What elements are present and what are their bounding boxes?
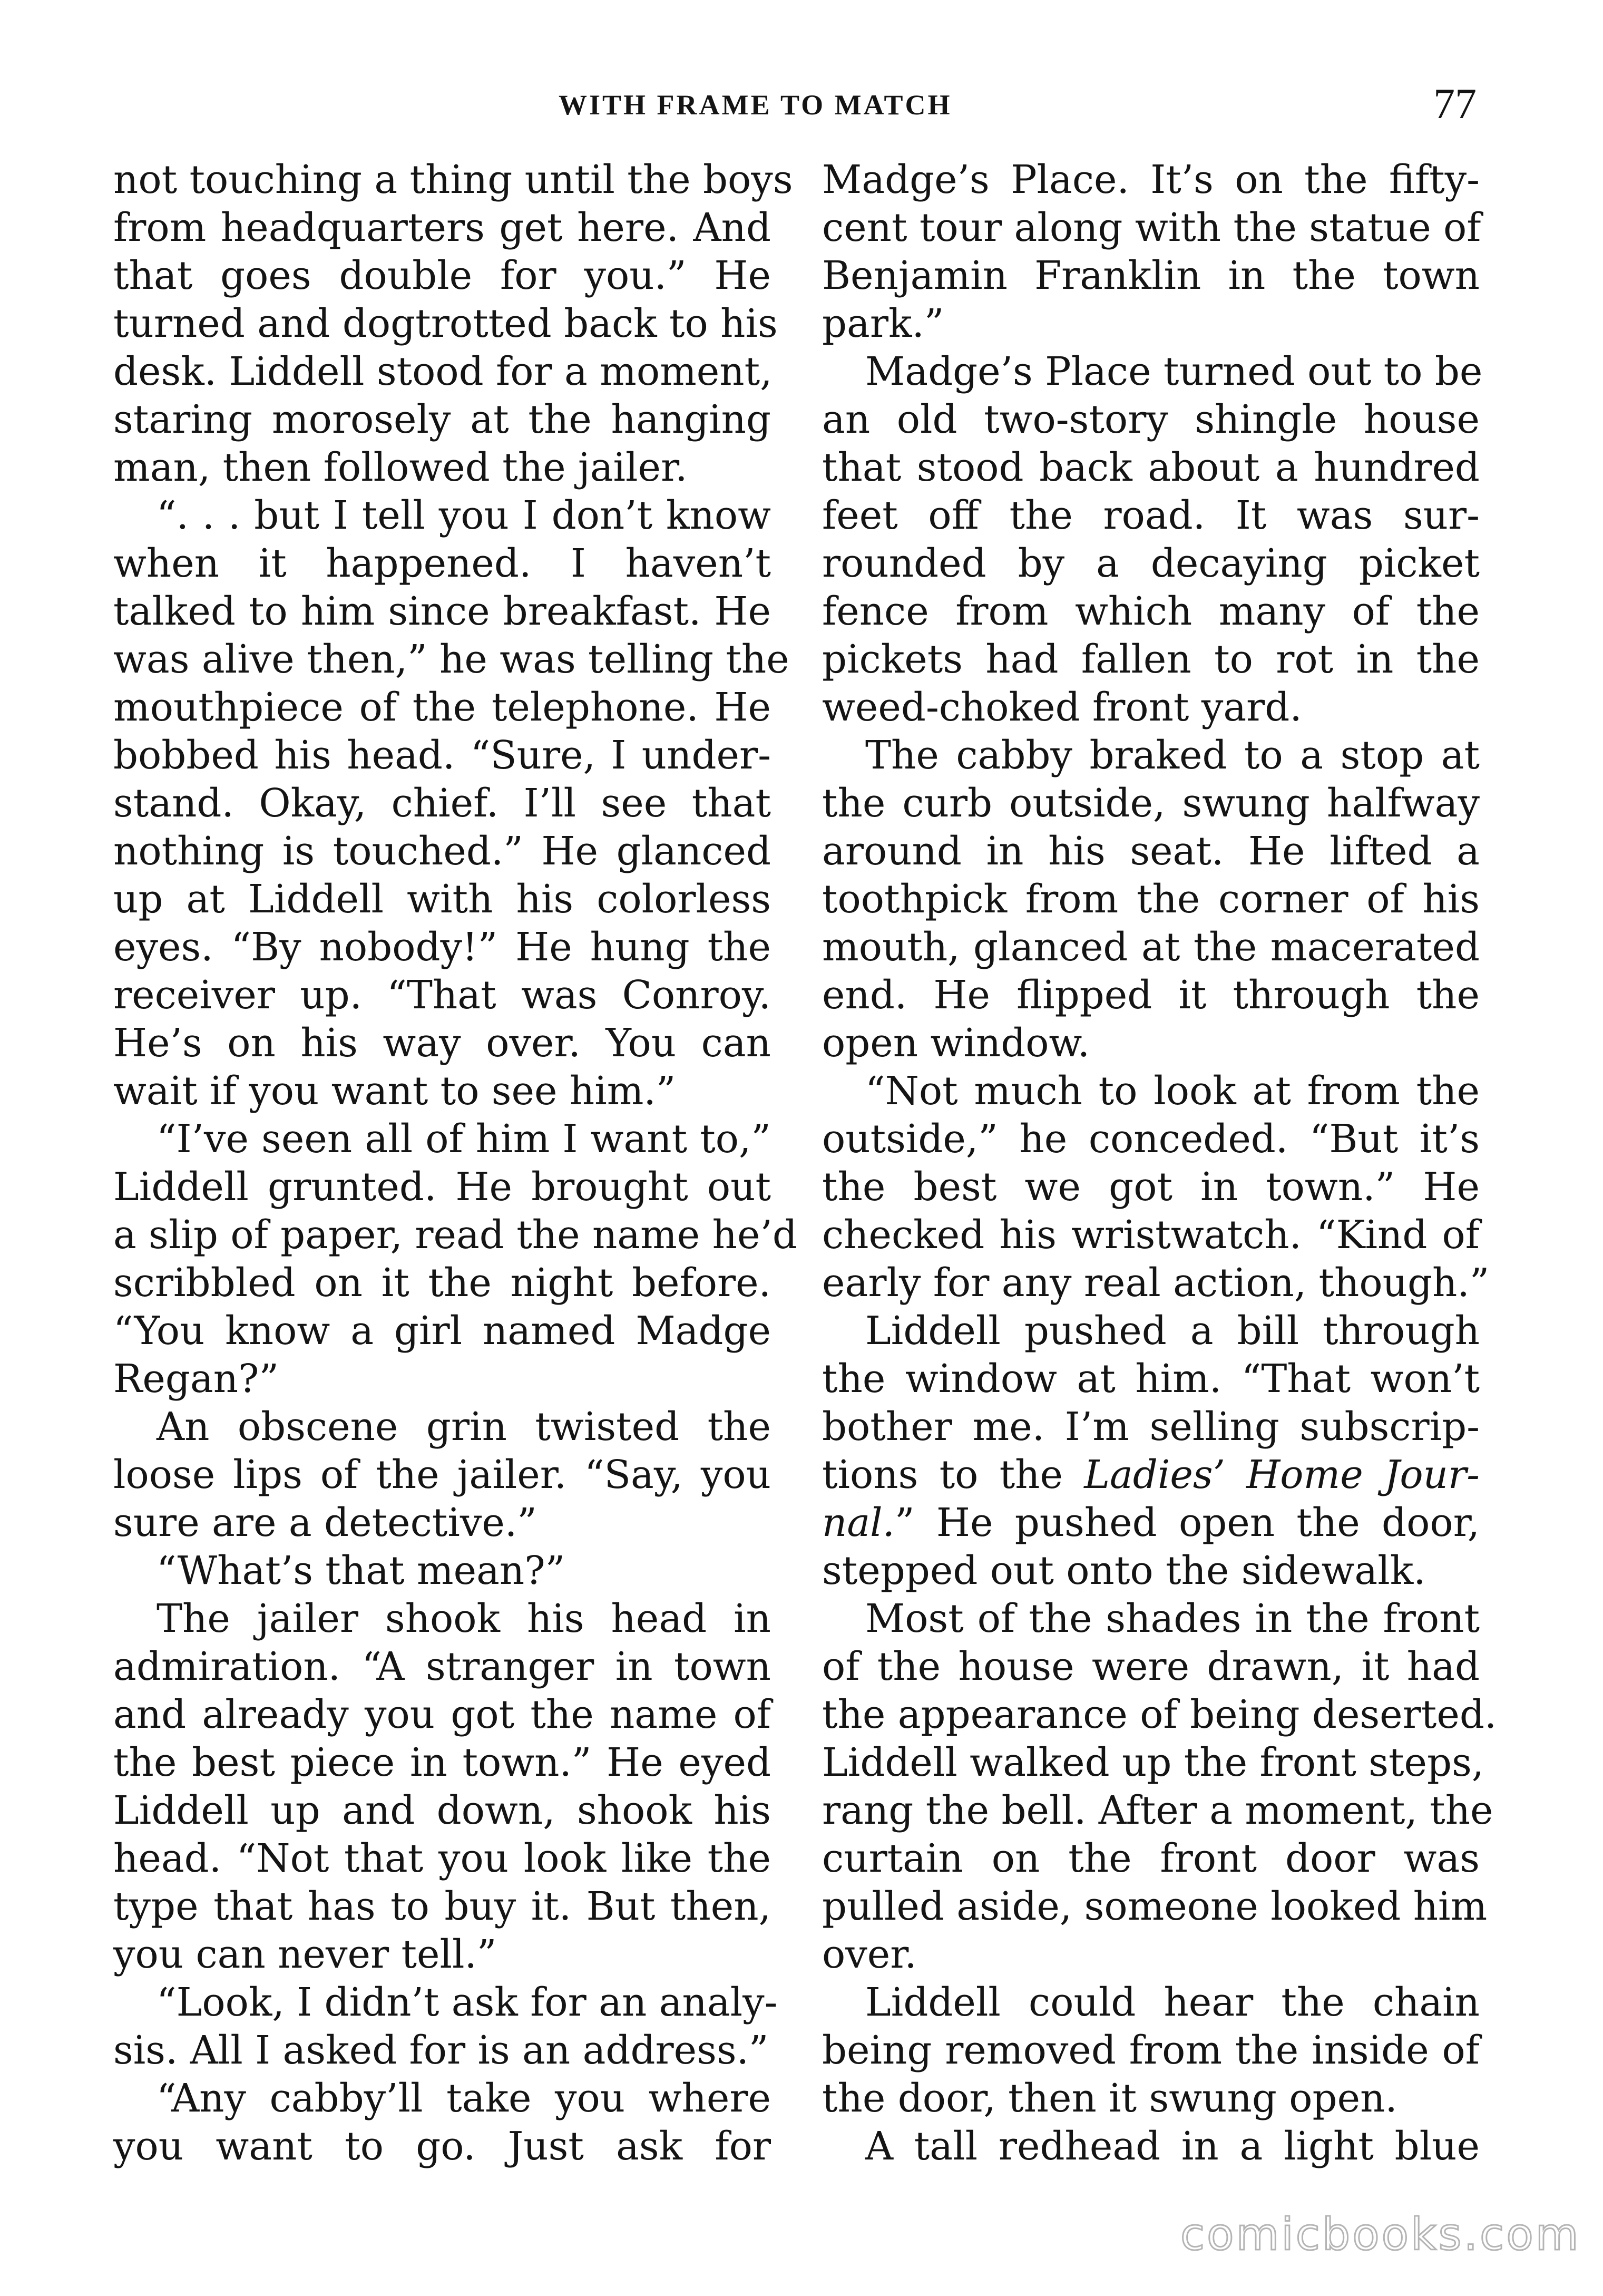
text-line: He’s on his way over. You can — [113, 1021, 771, 1066]
text-line: park.” — [822, 301, 944, 346]
text-line: wait if you want to see him.” — [113, 1069, 676, 1114]
text-line: that goes double for you.” He — [113, 254, 771, 298]
text-line: Liddell grunted. He brought out — [113, 1165, 771, 1210]
text-line: stepped out onto the sidewalk. — [822, 1549, 1426, 1593]
text-line: mouth, glanced at the macerated — [822, 925, 1480, 970]
text-line: toothpick from the corner of his — [822, 877, 1480, 922]
text-line: when it happened. I haven’t — [113, 541, 771, 586]
text-line: “. . . but I tell you I don’t know — [157, 493, 771, 538]
text-line: not touching a thing until the boys — [113, 158, 793, 202]
text-line: staring morosely at the hanging — [113, 397, 771, 442]
text-line: that stood back about a hundred — [822, 445, 1480, 490]
text-line: receiver up. “That was Conroy. — [113, 973, 771, 1018]
text-line: curtain on the front door was — [822, 1836, 1480, 1881]
text-line: early for any real action, though.” — [822, 1261, 1490, 1306]
text-line: was alive then,” he was telling the — [113, 637, 789, 682]
text-line: checked his wristwatch. “Kind of — [822, 1213, 1480, 1258]
text-line: an old two-story shingle house — [822, 397, 1480, 442]
text-line: desk. Liddell stood for a moment, — [113, 349, 773, 394]
text-line: weed-choked front yard. — [822, 685, 1302, 730]
text-line: talked to him since breakfast. He — [113, 589, 771, 634]
text-line: open window. — [822, 1021, 1090, 1066]
text-column-right — [822, 156, 1497, 2171]
text-line: rang the bell. After a moment, the — [822, 1788, 1493, 1833]
text-line: pickets had fallen to rot in the — [822, 637, 1480, 682]
text-line: the best we got in town.” He — [822, 1165, 1480, 1210]
text-line: around in his seat. He lifted a — [822, 829, 1480, 874]
text-line: man, then followed the jailer. — [113, 445, 688, 490]
text-line: end. He flipped it through the — [822, 973, 1480, 1018]
text-line: Most of the shades in the front — [865, 1597, 1480, 1641]
text-line: over. — [822, 1932, 917, 1977]
text-line: fence from which many of the — [822, 589, 1480, 634]
text-line: a slip of paper, read the name he’d — [113, 1213, 797, 1258]
magazine-title: Ladies’ Home Jour- — [1084, 1453, 1480, 1497]
text-line: admiration. “A stranger in town — [113, 1645, 771, 1689]
text-line: Regan?” — [113, 1357, 279, 1402]
text-column-left — [113, 156, 797, 2171]
text-line: stand. Okay, chief. I’ll see that — [113, 781, 771, 826]
text-line: and already you got the name of — [113, 1692, 771, 1737]
text-line: nal.” He pushed open the door, — [822, 1501, 1480, 1545]
watermark: comicbooks.com — [1180, 2209, 1581, 2260]
text-line: feet off the road. It was sur- — [822, 493, 1480, 538]
text-line: of the house were drawn, it had — [822, 1645, 1480, 1689]
text-line: Liddell pushed a bill through — [865, 1309, 1480, 1354]
text-line: loose lips of the jailer. “Say, you — [113, 1453, 771, 1497]
text-line: “Any cabby’ll take you where — [157, 2076, 771, 2121]
text-line: Liddell up and down, shook his — [113, 1788, 771, 1833]
text-line: “Not much to look at from the — [865, 1069, 1480, 1114]
text-line: A tall redhead in a light blue — [865, 2124, 1480, 2169]
text-line: Benjamin Franklin in the town — [822, 254, 1480, 298]
text-line: the appearance of being deserted. — [822, 1692, 1497, 1737]
text-line: Liddell could hear the chain — [865, 1980, 1480, 2025]
text-line: bother me. I’m selling subscrip- — [822, 1405, 1480, 1449]
text-line: head. “Not that you look like the — [113, 1836, 771, 1881]
text-line: bobbed his head. “Sure, I under- — [113, 733, 771, 778]
text-line: the window at him. “That won’t — [822, 1357, 1480, 1402]
text-line: you can never tell.” — [113, 1932, 497, 1977]
text-line: the curb outside, swung halfway — [822, 781, 1480, 826]
text-line: outside,” he conceded. “But it’s — [822, 1117, 1480, 1162]
text-line: Madge’s Place. It’s on the fifty- — [822, 158, 1480, 202]
text-line: sis. All I asked for is an address.” — [113, 2028, 769, 2073]
text-line: rounded by a decaying picket — [822, 541, 1480, 586]
text-line: the door, then it swung open. — [822, 2076, 1397, 2121]
text-line: turned and dogtrotted back to his — [113, 301, 778, 346]
text-line: you want to go. Just ask for — [113, 2124, 771, 2169]
text-line: being removed from the inside of — [822, 2028, 1480, 2073]
text-line: pulled aside, someone looked him — [822, 1884, 1488, 1929]
running-head: WITH FRAME TO MATCH — [559, 89, 952, 121]
text-line: An obscene grin twisted the — [157, 1405, 771, 1449]
text-line: “I’ve seen all of him I want to,” — [157, 1117, 771, 1162]
text-line: eyes. “By nobody!” He hung the — [113, 925, 771, 970]
text-line: tions to the Ladies’ Home Jour- — [822, 1453, 1480, 1497]
text-line: “Look, I didn’t ask for an analy- — [157, 1980, 778, 2025]
text-line: the best piece in town.” He eyed — [113, 1740, 771, 1785]
text-line: Madge’s Place turned out to be — [865, 349, 1483, 394]
text-line: mouthpiece of the telephone. He — [113, 685, 771, 730]
page-number: 77 — [1433, 80, 1477, 128]
text-line: type that has to buy it. But then, — [113, 1884, 771, 1929]
text-line: up at Liddell with his colorless — [113, 877, 771, 922]
text-line: scribbled on it the night before. — [113, 1261, 771, 1306]
text-line: “What’s that mean?” — [157, 1549, 565, 1593]
text-line: “You know a girl named Madge — [113, 1309, 771, 1354]
text-line: The cabby braked to a stop at — [865, 733, 1480, 778]
text-line: nothing is touched.” He glanced — [113, 829, 771, 874]
text-line: sure are a detective.” — [113, 1501, 537, 1545]
text-line: cent tour along with the statue of — [822, 206, 1481, 250]
magazine-title: nal. — [822, 1501, 895, 1545]
text-line: from headquarters get here. And — [113, 206, 771, 250]
text-line: The jailer shook his head in — [157, 1597, 771, 1641]
text-line: Liddell walked up the front steps, — [822, 1740, 1484, 1785]
